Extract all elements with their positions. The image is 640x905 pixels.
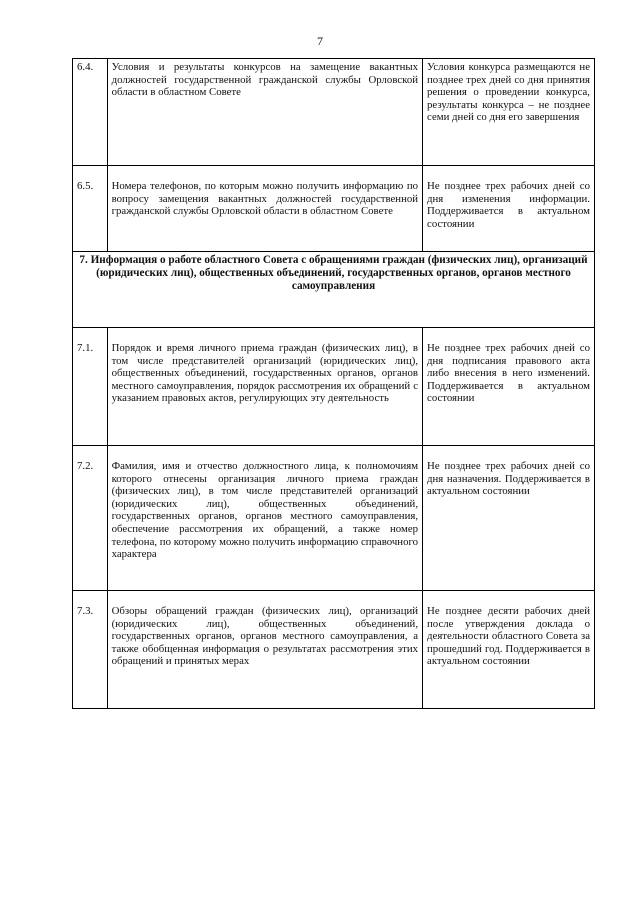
row-description: Порядок и время личного приема граждан (физических лиц), в том числе представителей организаций (юридических лиц), общественных объединений, государственных органов, органов местного самоуправления, порядок рассмотрения их обращений с указанием правовых актов, регулирующих эту деятельность [107,328,422,446]
row-deadline: Условия конкурса размещаются не позднее трех дней со дня принятия решения о проведении конкурса, результаты конкурса – не позднее семи дней со дня его завершения [423,59,595,166]
row-deadline: Не позднее трех рабочих дней со дня изменения информации. Поддерживается в актуальном состоянии [423,166,595,252]
row-number: 7.1. [73,328,108,446]
table-row [73,328,595,446]
table-row [73,166,595,252]
information-table [72,58,595,709]
row-number: 6.5. [73,166,108,252]
section-7-title: 7. Информация о работе областного Совета с обращениями граждан (физических лиц), организаций (юридических лиц), общественных объединений, государственных органов, органов местного самоуправления [73,252,595,328]
table-row [73,591,595,709]
row-description: Условия и результаты конкурсов на замещение вакантных должностей государственной гражданской службы Орловской области в областном Совете [107,59,422,166]
section-heading-row [73,252,595,328]
row-description: Номера телефонов, по которым можно получить информацию по вопросу замещения вакантных должностей государственной гражданской службы Орловской области в областном Совете [107,166,422,252]
row-number: 7.3. [73,591,108,709]
row-description: Фамилия, имя и отчество должностного лица, к полномочиям которого отнесены организация личного приема граждан (физических лиц), в том числе представителей организаций (юридических лиц), общественных объединений, государственных органов, органов местного самоуправления, обеспечение рассмотрения их обращений, а также номер телефона, по которому можно получить информацию справочного характера [107,446,422,591]
row-number: 6.4. [73,59,108,166]
page-number: 7 [317,34,323,48]
table-row [73,446,595,591]
row-number: 7.2. [73,446,108,591]
row-description: Обзоры обращений граждан (физических лиц), организаций (юридических лиц), общественных объединений, государственных органов, органов местного самоуправления, а также обобщенная информация о результатах рассмотрения этих обращений и принятых мерах [107,591,422,709]
row-deadline: Не позднее десяти рабочих дней после утверждения доклада о деятельности областного Совета за прошедший год. Поддерживается в актуальном состоянии [423,591,595,709]
table-row [73,59,595,166]
row-deadline: Не позднее трех рабочих дней со дня назначения. Поддерживается в актуальном состоянии [423,446,595,591]
row-deadline: Не позднее трех рабочих дней со дня подписания правового акта либо внесения в него изменений. Поддерживается в актуальном состоянии [423,328,595,446]
